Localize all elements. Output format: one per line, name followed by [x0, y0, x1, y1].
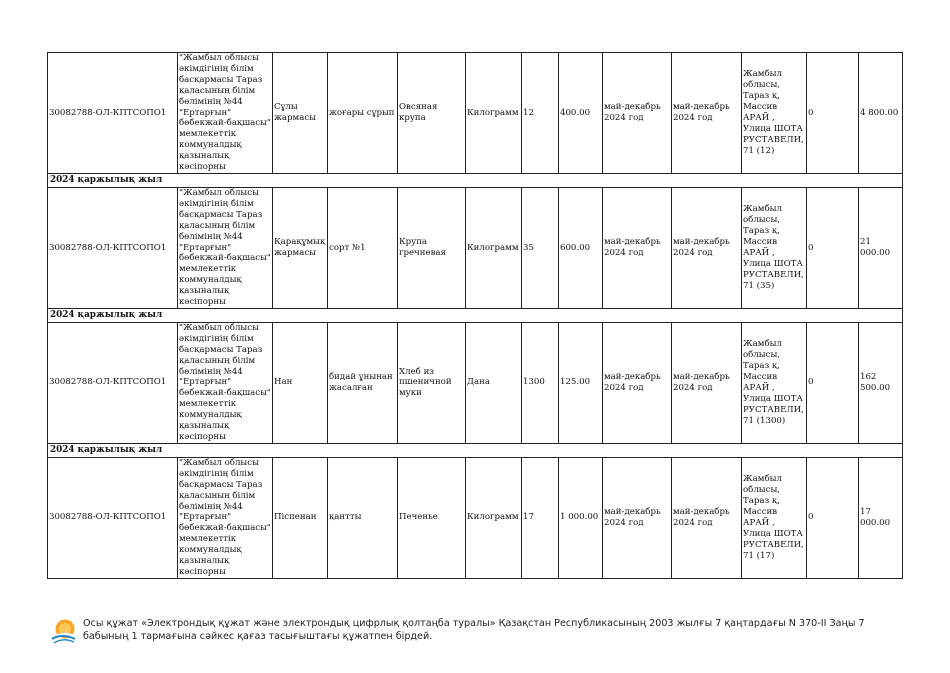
- item-name-kz-cell: Қарақұмық жармасы: [273, 187, 328, 308]
- fiscal-year-label: 2024 қаржылық жыл: [48, 308, 903, 322]
- price-cell: 125.00: [559, 322, 603, 443]
- period-cell: май-декабрь 2024 год: [603, 187, 672, 308]
- price-cell: 400.00: [559, 53, 603, 174]
- unit-cell: Килограмм: [466, 53, 522, 174]
- legal-notice-text: Осы құжат «Электрондық құжат және электрондық цифрлық қолтаңба туралы» Қазақстан Республикасының 2003 жылғы 7 қаңтардағы N 370-II Заңы 7 бабының 1 тармағына сәйкес қағаз тасығыштағы құжатпен бірдей.: [83, 618, 865, 642]
- total-cell: 17 000.00: [859, 457, 903, 578]
- egov-logo-icon: [50, 617, 78, 645]
- quantity-cell: 12: [522, 53, 559, 174]
- advance-cell: 0: [807, 457, 859, 578]
- quantity-cell: 1300: [522, 322, 559, 443]
- period-cell: май-декабрь 2024 год: [672, 457, 742, 578]
- advance-cell: 0: [807, 322, 859, 443]
- item-grade-cell: сорт №1: [328, 187, 398, 308]
- plan-code-cell: 30082788-ОЛ-КПТСОПО1: [48, 53, 178, 174]
- unit-cell: Килограмм: [466, 187, 522, 308]
- item-name-kz-cell: Сұлы жармасы: [273, 53, 328, 174]
- table-row: [48, 187, 903, 308]
- period-cell: май-декабрь 2024 год: [603, 322, 672, 443]
- unit-cell: Дана: [466, 322, 522, 443]
- item-name-kz-cell: Нан: [273, 322, 328, 443]
- item-grade-cell: бидай ұнынан жасалған: [328, 322, 398, 443]
- period-cell: май-декабрь 2024 год: [603, 457, 672, 578]
- table-row: [48, 53, 903, 174]
- item-grade-cell: жоғары сұрып: [328, 53, 398, 174]
- period-cell: май-декабрь 2024 год: [672, 322, 742, 443]
- fiscal-year-label: 2024 қаржылық жыл: [48, 443, 903, 457]
- item-name-ru-cell: Печенье: [398, 457, 466, 578]
- table-row: [48, 322, 903, 443]
- fiscal-year-row: [48, 443, 903, 457]
- item-name-ru-cell: Крупа гречневая: [398, 187, 466, 308]
- organization-cell: "Жамбыл облысы әкімдігінің білім басқармасы Тараз қаласының білім бөлімінің №44 "Ертарғын" бөбекжай-бақшасы" мемлекеттік коммуналдық қазыналық кәсіпорны: [179, 322, 271, 442]
- item-name-ru-cell: Хлеб из пшеничной муки: [398, 322, 466, 443]
- fiscal-year-label: 2024 қаржылық жыл: [48, 173, 903, 187]
- unit-cell: Килограмм: [466, 457, 522, 578]
- delivery-address-cell: Жамбыл облысы, Тараз қ, Массив АРАЙ , Улица ШОТА РУСТАВЕЛИ, 71 (12): [742, 53, 807, 174]
- delivery-address-cell: Жамбыл облысы, Тараз қ, Массив АРАЙ , Улица ШОТА РУСТАВЕЛИ, 71 (17): [742, 457, 807, 578]
- plan-code-cell: 30082788-ОЛ-КПТСОПО1: [48, 187, 178, 308]
- procurement-plan-sheet: [47, 52, 902, 579]
- quantity-cell: 35: [522, 187, 559, 308]
- organization-cell: "Жамбыл облысы әкімдігінің білім басқармасы Тараз қаласының білім бөлімінің №44 "Ертарғын" бөбекжай-бақшасы" мемлекеттік коммуналдық қазыналық кәсіпорны: [179, 187, 271, 308]
- total-cell: 162 500.00: [859, 322, 903, 443]
- advance-cell: 0: [807, 187, 859, 308]
- period-cell: май-декабрь 2024 год: [672, 187, 742, 308]
- item-grade-cell: қантты: [328, 457, 398, 578]
- organization-cell: "Жамбыл облысы әкімдігінің білім басқармасы Тараз қаласының білім бөлімінің №44 "Ертарғын" бөбекжай-бақшасы" мемлекеттік коммуналдық қазыналық кәсіпорны: [179, 457, 271, 577]
- procurement-table: [47, 52, 903, 579]
- total-cell: 4 800.00: [859, 53, 903, 174]
- item-name-kz-cell: Піспенан: [273, 457, 328, 578]
- organization-cell: "Жамбыл облысы әкімдігінің білім басқармасы Тараз қаласының білім бөлімінің №44 "Ертарғын" бөбекжай-бақшасы" мемлекеттік коммуналдық қазыналық кәсіпорны: [179, 53, 271, 173]
- delivery-address-cell: Жамбыл облысы, Тараз қ, Массив АРАЙ , Улица ШОТА РУСТАВЕЛИ, 71 (1300): [742, 322, 807, 443]
- price-cell: 600.00: [559, 187, 603, 308]
- item-name-ru-cell: Овсяная крупа: [398, 53, 466, 174]
- delivery-address-cell: Жамбыл облысы, Тараз қ, Массив АРАЙ , Улица ШОТА РУСТАВЕЛИ, 71 (35): [742, 187, 807, 308]
- table-row: [48, 457, 903, 578]
- price-cell: 1 000.00: [559, 457, 603, 578]
- plan-code-cell: 30082788-ОЛ-КПТСОПО1: [48, 457, 178, 578]
- period-cell: май-декабрь 2024 год: [672, 53, 742, 174]
- quantity-cell: 17: [522, 457, 559, 578]
- fiscal-year-row: [48, 173, 903, 187]
- total-cell: 21 000.00: [859, 187, 903, 308]
- fiscal-year-row: [48, 308, 903, 322]
- period-cell: май-декабрь 2024 год: [603, 53, 672, 174]
- plan-code-cell: 30082788-ОЛ-КПТСОПО1: [48, 322, 178, 443]
- advance-cell: 0: [807, 53, 859, 174]
